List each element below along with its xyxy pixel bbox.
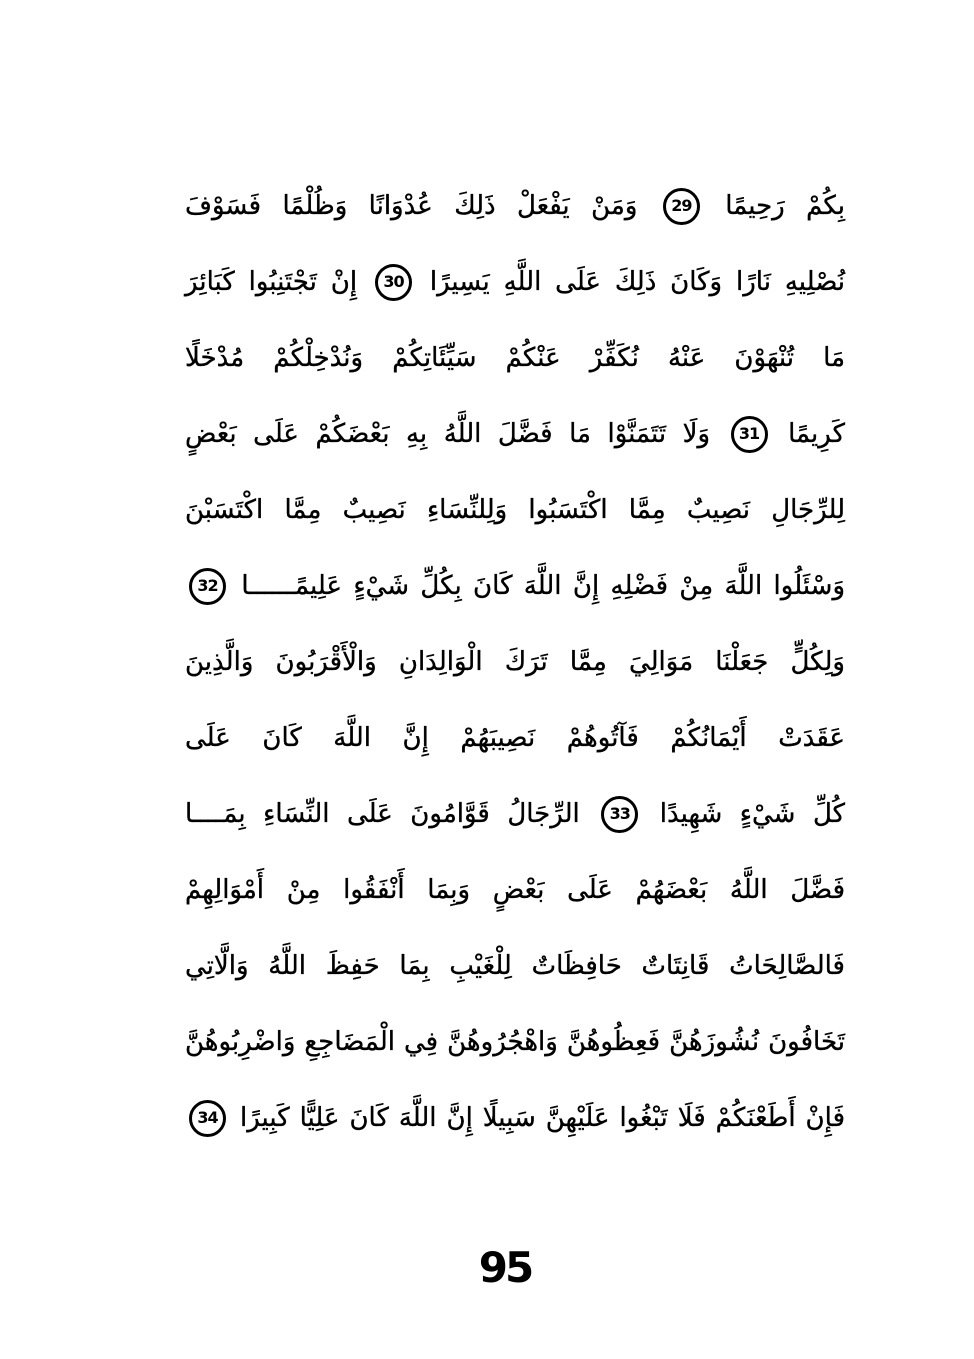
mushaf-line-8 <box>185 700 845 776</box>
verse-text: وَلَا تَتَمَنَّوْا مَا فَضَّلَ اللَّهُ بِهِ بَعْضَكُمْ عَلَى بَعْضٍ <box>185 419 711 449</box>
verse-number-circle <box>601 796 638 833</box>
verse-text: كُلِّ شَيْءٍ شَهِيدًا <box>659 799 846 829</box>
mushaf-line-5 <box>185 472 845 548</box>
quran-text-block <box>185 168 845 1156</box>
mushaf-line-13 <box>185 1080 845 1156</box>
verse-text: مَا تُنْهَوْنَ عَنْهُ نُكَفِّرْ عَنْكُمْ سَيِّئَاتِكُمْ وَنُدْخِلْكُمْ مُدْخَلًا <box>185 343 845 373</box>
verse-text: لِلرِّجَالِ نَصِيبٌ مِمَّا اكْتَسَبُوا وَلِلنِّسَاءِ نَصِيبٌ مِمَّا اكْتَسَبْنَ <box>185 495 845 525</box>
mushaf-line-10 <box>185 852 845 928</box>
verse-number-circle <box>189 1100 226 1137</box>
mushaf-line-6 <box>185 548 845 624</box>
verse-text: وَسْئَلُوا اللَّهَ مِنْ فَضْلِهِ إِنَّ اللَّهَ كَانَ بِكُلِّ شَيْءٍ عَلِيمًــــــا <box>241 571 846 601</box>
verse-text: فَإِنْ أَطَعْنَكُمْ فَلَا تَبْغُوا عَلَيْهِنَّ سَبِيلًا إِنَّ اللَّهَ كَانَ عَلِيًّا كَبِيرًا <box>239 1103 846 1133</box>
verse-number: 33 <box>609 804 630 823</box>
verse-number: 34 <box>197 1108 218 1127</box>
mushaf-line-11 <box>185 928 845 1004</box>
verse-number-circle <box>375 264 412 301</box>
verse-number: 29 <box>671 196 692 215</box>
verse-text: كَرِيمًا <box>788 419 845 449</box>
mushaf-line-7 <box>185 624 845 700</box>
mushaf-line-1 <box>185 168 845 244</box>
mushaf-line-9 <box>185 776 845 852</box>
page-number: 95 <box>478 1243 532 1292</box>
verse-number: 31 <box>738 424 760 443</box>
verse-number-circle <box>731 416 768 453</box>
verse-text: وَمَنْ يَفْعَلْ ذَلِكَ عُدْوَانًا وَظُلْمًا فَسَوْفَ <box>185 191 638 221</box>
mushaf-line-3 <box>185 320 845 396</box>
verse-number: 32 <box>197 576 218 595</box>
verse-text: إِنْ تَجْتَنِبُوا كَبَائِرَ <box>185 267 358 297</box>
mushaf-line-12 <box>185 1004 845 1080</box>
verse-text: فَالصَّالِحَاتُ قَانِتَاتٌ حَافِظَاتٌ لِلْغَيْبِ بِمَا حَفِظَ اللَّهُ وَالَّاتِي <box>185 951 845 981</box>
verse-text: عَقَدَتْ أَيْمَانُكُمْ فَآتُوهُمْ نَصِيبَهُمْ إِنَّ اللَّهَ كَانَ عَلَى <box>185 723 845 753</box>
verse-text: الرِّجَالُ قَوَّامُونَ عَلَى النِّسَاءِ بِمَــــا <box>185 799 580 829</box>
mushaf-line-4 <box>185 396 845 472</box>
verse-text: بِكُمْ رَحِيمًا <box>725 191 846 221</box>
verse-number-circle <box>663 188 700 225</box>
mushaf-line-2 <box>185 244 845 320</box>
verse-number: 30 <box>383 272 404 291</box>
verse-text: فَضَّلَ اللَّهُ بَعْضَهُمْ عَلَى بَعْضٍ وَبِمَا أَنْفَقُوا مِنْ أَمْوَالِهِمْ <box>185 875 845 905</box>
verse-text: تَخَافُونَ نُشُوزَهُنَّ فَعِظُوهُنَّ وَاهْجُرُوهُنَّ فِي الْمَضَاجِعِ وَاضْرِبُوهُنَّ <box>185 1027 845 1057</box>
verse-text: وَلِكُلٍّ جَعَلْنَا مَوَالِيَ مِمَّا تَرَكَ الْوَالِدَانِ وَالْأَقْرَبُونَ وَالَّذِينَ <box>185 647 845 677</box>
verse-text: نُصْلِيهِ نَارًا وَكَانَ ذَلِكَ عَلَى اللَّهِ يَسِيرًا <box>429 267 846 297</box>
verse-number-circle <box>189 568 226 605</box>
